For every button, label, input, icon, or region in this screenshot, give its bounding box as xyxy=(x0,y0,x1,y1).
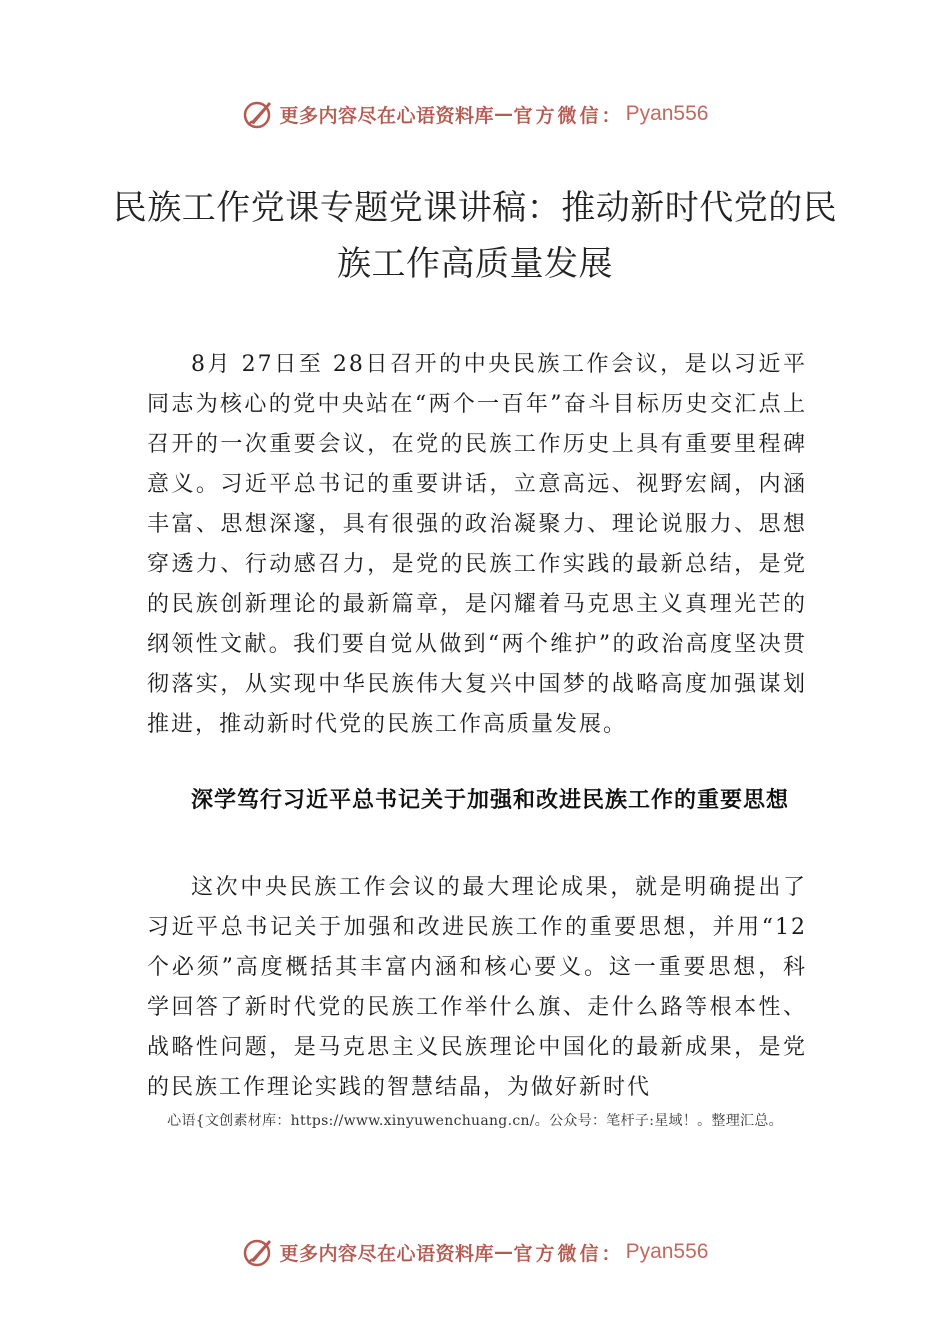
banner-brand: 更多内容尽在心语资料库 xyxy=(279,1242,495,1265)
section-heading: 深学笃行习近平总书记关于加强和改进民族工作的重要思想 xyxy=(191,788,790,813)
banner-dash: — xyxy=(494,1241,514,1263)
banner-dash: — xyxy=(494,103,514,125)
quill-logo-icon xyxy=(242,1235,276,1269)
banner-wechat-id: Pyan556 xyxy=(625,102,709,125)
banner-brand: 更多内容尽在心语资料库 xyxy=(279,104,495,127)
document-title: 民族工作党课专题党课讲稿：推动新时代党的民族工作高质量发展 xyxy=(112,188,838,284)
banner-wechat-id: Pyan556 xyxy=(625,1240,709,1263)
paragraph-section-1: 这次中央民族工作会议的最大理论成果，就是明确提出了习近平总书记关于加强和改进民族工作的重要思想，并用“12个必须”高度概括其丰富内涵和核心要义。这一重要思想，科学回答了新时代党的民族工作举什么旗、走什么路等根本性、战略性问题，是马克思主义民族理论中国化的最新成果，是党的民族工作理论实践的智慧结晶，为做好新时代 xyxy=(147,875,807,1100)
banner-wechat-label: 官方微信： xyxy=(513,1242,624,1265)
footer-banner xyxy=(0,1232,950,1272)
paragraph-intro: 8月 27日至 28日召开的中央民族工作会议，是以习近平同志为核心的党中央站在“两个一百年”奋斗目标历史交汇点上召开的一次重要会议，在党的民族工作历史上具有重要里程碑意义。习近平总书记的重要讲话，立意高远、视野宏阔，内涵丰富、思想深邃，具有很强的政治凝聚力、理论说服力、思想穿透力、行动感召力，是党的民族工作实践的最新总结，是党的民族创新理论的最新篇章，是闪耀着马克思主义真理光芒的纲领性文献。我们要自觉从做到“两个维护”的政治高度坚决贯彻落实，从实现中华民族伟大复兴中国梦的战略高度加强谋划推进，推动新时代党的民族工作高质量发展。 xyxy=(147,352,807,737)
banner-wechat-label: 官方微信： xyxy=(513,104,624,127)
source-note: 心语{文创素材库：https://www.xinyuwenchuang.cn/。公众号：笔杆子:星域！。整理汇总。 xyxy=(167,1113,783,1129)
quill-logo-icon xyxy=(242,97,276,131)
header-banner xyxy=(0,94,950,134)
